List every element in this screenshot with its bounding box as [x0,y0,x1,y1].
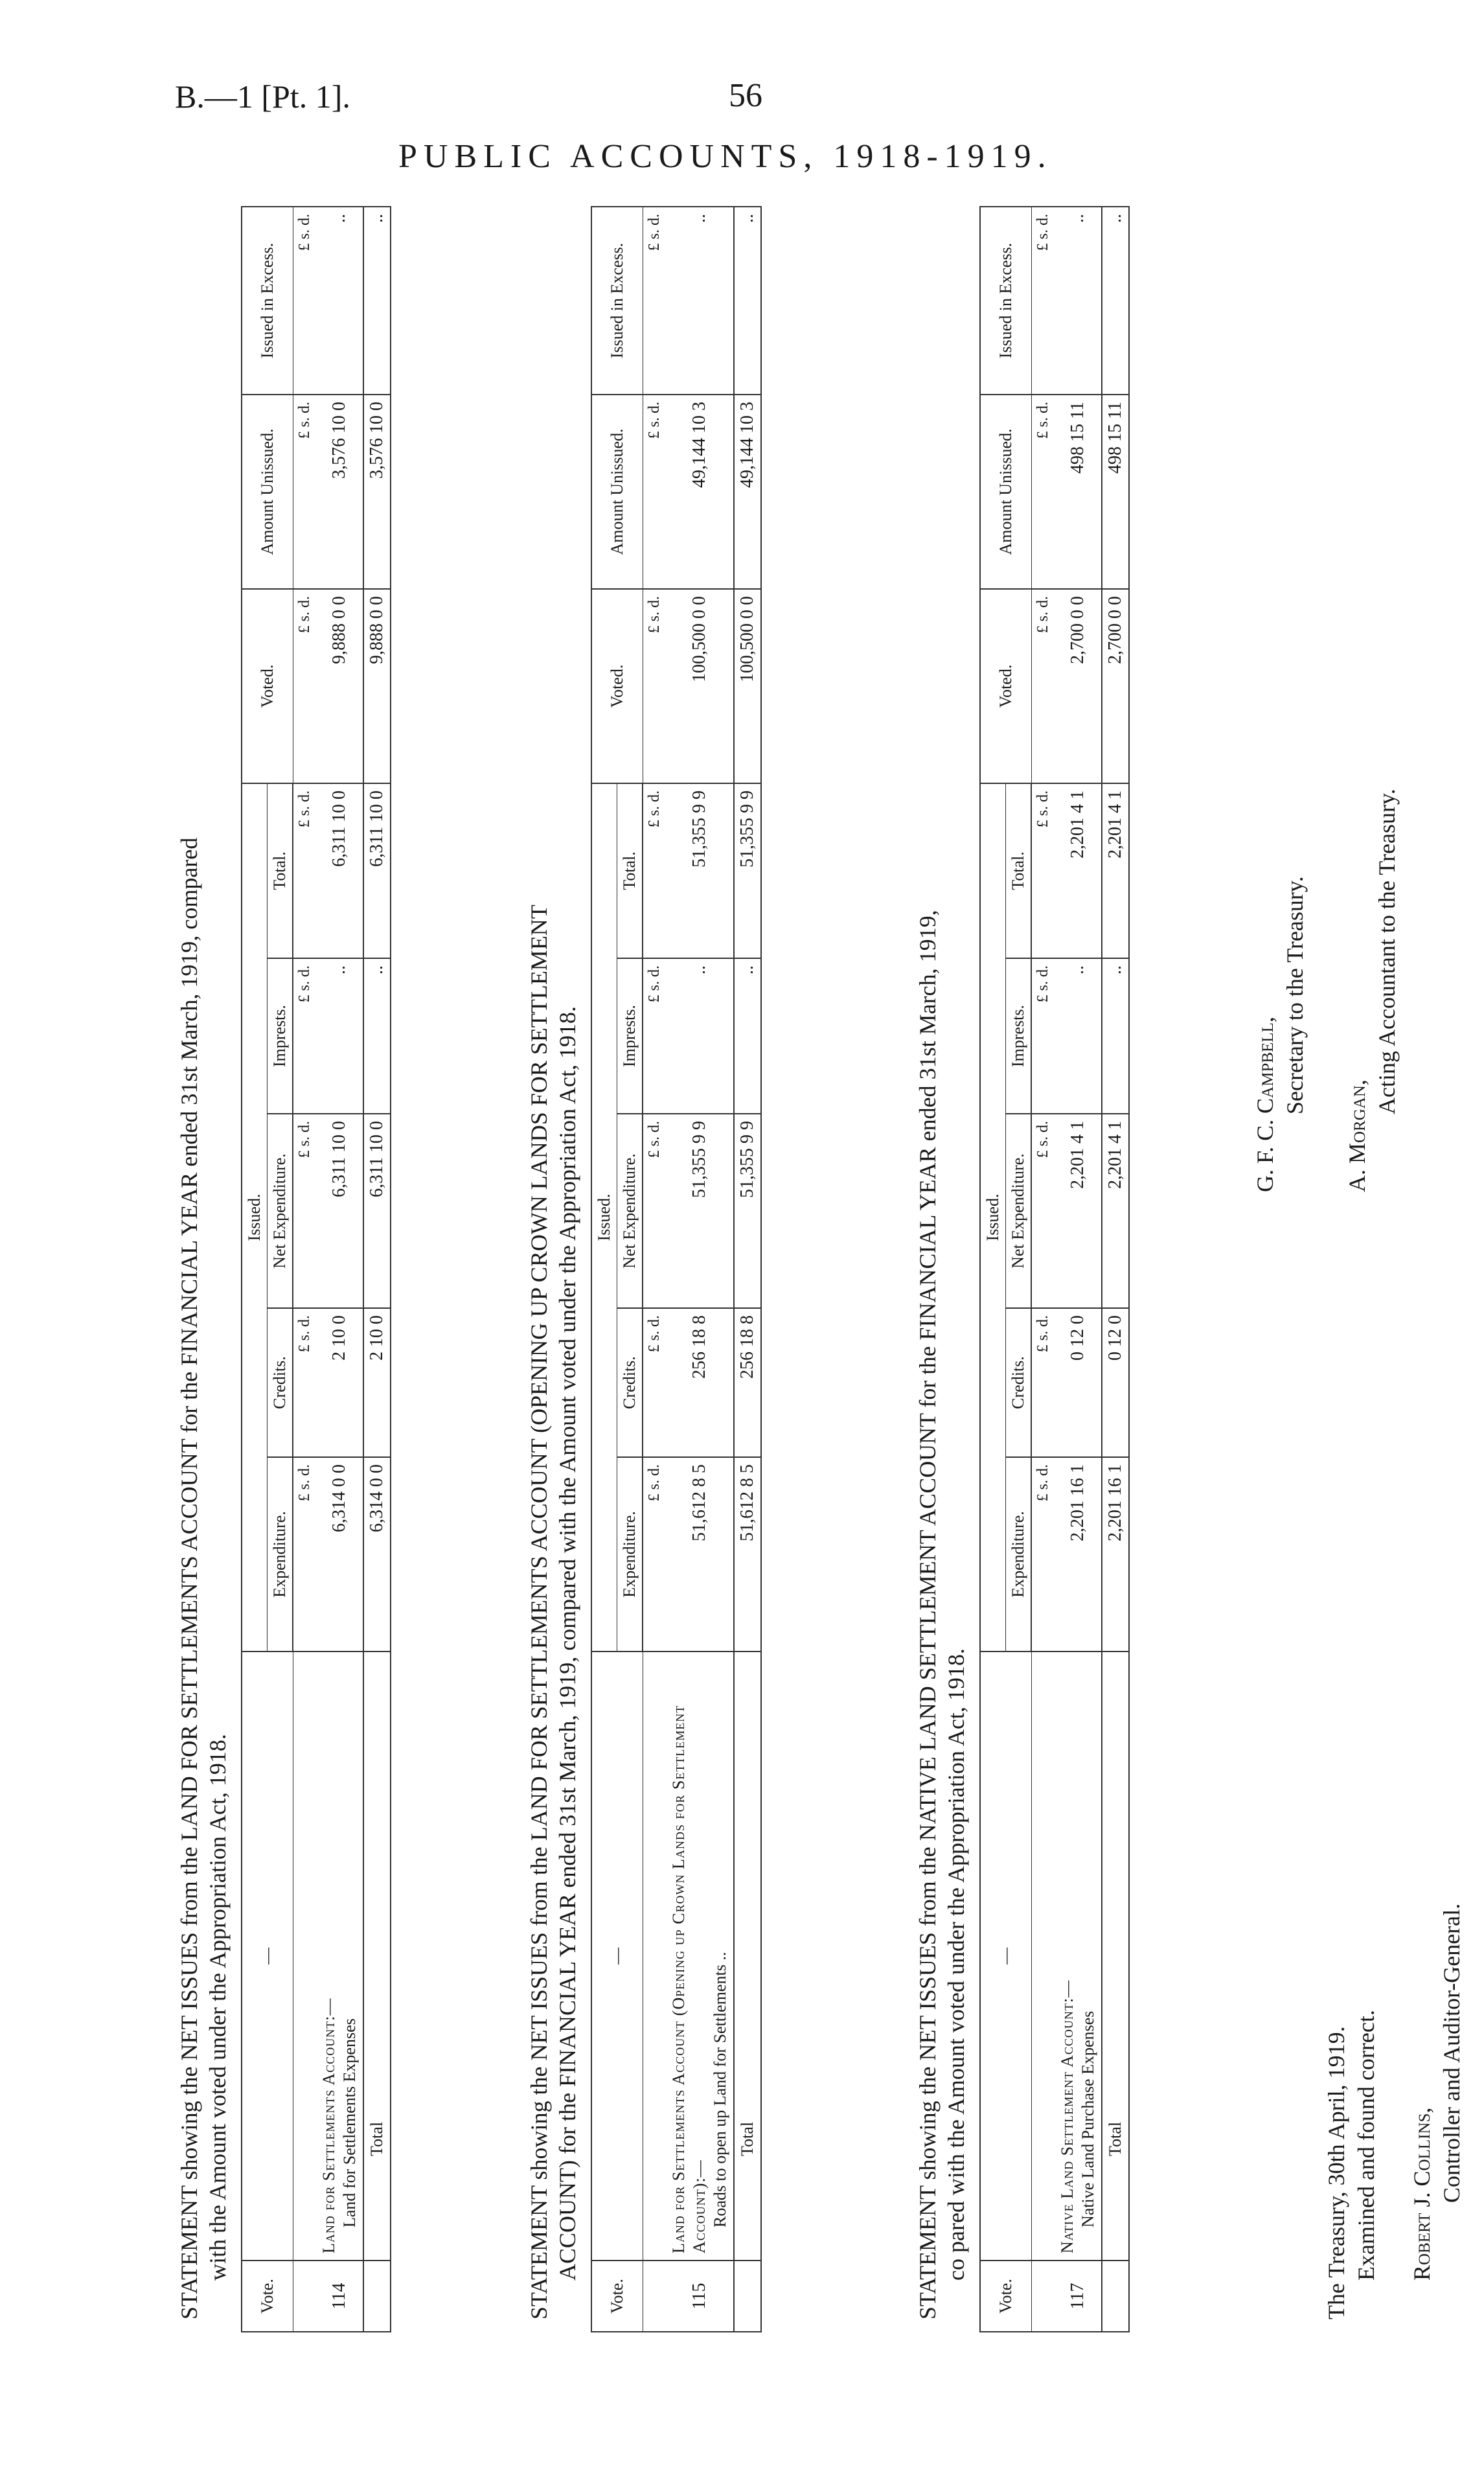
total-cell: 6,311 10 0 [316,783,363,958]
expenditure-cell: 2,201 16 1 [1055,1457,1102,1652]
total-total: 2,201 4 1 [1102,783,1129,958]
expenditure-total: 51,612 8 5 [734,1457,761,1652]
units-label: £ s. d. [643,1114,666,1308]
expenditure-header: Expenditure. [1006,1457,1032,1652]
units-label: £ s. d. [293,783,316,958]
account-item: Land for Settlements Expenses [340,2018,359,2227]
footer-right [1250,194,1402,1231]
issued-in-excess-cell: .. [666,207,734,395]
vote-number: 115 [666,2261,734,2332]
examined-note: Examined and found correct. [1353,2010,1379,2281]
units-label: £ s. d. [643,207,666,395]
units-label: £ s. d. [1031,1457,1055,1652]
units-row [643,207,666,2332]
issued-in-excess-total: .. [1102,207,1129,395]
description-header: — [242,1652,293,2261]
table-row [666,207,734,2332]
total-label: Total [1102,1652,1129,2261]
secretary-name: G. F. C. Campbell, [1252,1017,1278,1192]
units-row [1031,207,1055,2332]
total-label: Total [363,1652,391,2261]
vote-number: 114 [316,2261,363,2332]
statement-subtitle: co pared with the Amount voted under the Appropriation Act, 1918. [943,1648,969,2281]
description-header: — [591,1652,643,2261]
account-item: Native Land Purchase Expenses [1079,2010,1097,2227]
table-row [1055,207,1102,2332]
account-item: Roads to open up Land for Settlements .. [711,1951,729,2227]
vote-number: 117 [1055,2261,1102,2332]
units-label: £ s. d. [1031,207,1055,395]
units-label: £ s. d. [643,958,666,1114]
credits-header: Credits. [617,1308,643,1457]
credits-cell: 2 10 0 [316,1308,363,1457]
vote-header: Vote. [591,2261,643,2332]
issued-header: Issued. [591,783,617,1652]
page-header [0,0,1484,194]
issued-in-excess-header: Issued in Excess. [242,207,293,395]
units-label: £ s. d. [293,589,316,783]
credits-total: 0 12 0 [1102,1308,1129,1457]
net-expenditure-total: 6,311 10 0 [363,1114,391,1308]
amount-unissued-cell: 3,576 10 0 [316,395,363,589]
net-expenditure-total: 51,355 9 9 [734,1114,761,1308]
units-label: £ s. d. [643,589,666,783]
imprests-cell: .. [666,958,734,1114]
total-row [734,207,761,2332]
accountant-title: Acting Accountant to the Treasury. [1374,788,1400,1114]
statement-title-line: STATEMENT showing the NET ISSUES from the LAND FOR SETTLEMENTS ACCOUNT (OPENING UP CROWN LANDS FOR SETTLEMENT [526,904,552,2319]
statement-table [241,206,391,2332]
amount-unissued-cell: 498 15 11 [1055,395,1102,589]
amount-unissued-cell: 49,144 10 3 [666,395,734,589]
voted-total: 2,700 0 0 [1102,589,1129,783]
issued-header: Issued. [980,783,1006,1652]
secretary-title: Secretary to the Treasury. [1282,876,1308,1114]
units-label: £ s. d. [643,395,666,589]
statement-subtitle: ACCOUNT) for the FINANCIAL YEAR ended 31st March, 1919, compared with the Amount voted under the Appropriation Act, 1918. [554,1006,580,2281]
issued-header: Issued. [242,783,268,1652]
voted-total: 100,500 0 0 [734,589,761,783]
auditor-name: Robert J. Collins, [1409,2107,1435,2281]
units-label: £ s. d. [293,395,316,589]
total-total: 6,311 10 0 [363,783,391,958]
description-header: — [980,1652,1031,2261]
imprests-total: .. [1102,958,1129,1114]
vote-description [1055,1652,1102,2261]
statement-2 [525,194,762,2332]
issued-in-excess-total: .. [734,207,761,395]
net-expenditure-header: Net Expenditure. [1006,1114,1032,1308]
units-label: £ s. d. [1031,1114,1055,1308]
auditor-title: Controller and Auditor-General. [1439,1903,1465,2203]
issued-in-excess-cell: .. [1055,207,1102,395]
imprests-total: .. [363,958,391,1114]
accountant-name: A. Morgan, [1344,1079,1370,1192]
net-expenditure-cell: 51,355 9 9 [666,1114,734,1308]
amount-unissued-header: Amount Unissued. [591,395,643,589]
statement-title [175,194,232,2332]
imprests-header: Imprests. [617,958,643,1114]
units-label: £ s. d. [1031,1308,1055,1457]
document-reference: B.—1 [Pt. 1]. [175,78,350,115]
total-row [1102,207,1129,2332]
units-label: £ s. d. [293,958,316,1114]
page-title: PUBLIC ACCOUNTS, 1918-1919. [398,138,1053,175]
voted-cell: 9,888 0 0 [316,589,363,783]
page-number: 56 [729,77,762,114]
net-expenditure-header: Net Expenditure. [617,1114,643,1308]
table-row [316,207,363,2332]
expenditure-cell: 6,314 0 0 [316,1457,363,1652]
issued-in-excess-header: Issued in Excess. [591,207,643,395]
units-label: £ s. d. [1031,783,1055,958]
treasury-date: The Treasury, 30th April, 1919. [1323,2026,1349,2319]
credits-cell: 0 12 0 [1055,1308,1102,1457]
account-head: Land for Settlements Account:— [319,1997,338,2253]
units-label: £ s. d. [643,1457,666,1652]
units-label: £ s. d. [293,1308,316,1457]
voted-header: Voted. [591,589,643,783]
total-row [363,207,391,2332]
account-head: Land for Settlements Account (Opening up Crown Lands for Settlement Account):— [669,1705,709,2253]
amount-unissued-total: 498 15 11 [1102,395,1129,589]
statement-subtitle: with the Amount voted under the Appropriation Act, 1918. [205,1734,231,2281]
total-cell: 2,201 4 1 [1055,783,1102,958]
statement-1 [175,194,391,2332]
rotated-statements [162,194,1465,2332]
credits-header: Credits. [1006,1308,1032,1457]
vote-header: Vote. [242,2261,293,2332]
credits-total: 2 10 0 [363,1308,391,1457]
imprests-total: .. [734,958,761,1114]
units-label: £ s. d. [293,207,316,395]
statement-table [591,206,762,2332]
statement-title [525,194,582,2332]
credits-header: Credits. [268,1308,293,1457]
units-label: £ s. d. [1031,958,1055,1114]
statement-title-line: STATEMENT showing the NET ISSUES from the NATIVE LAND SETTLEMENT ACCOUNT for the FINANCIAL YEAR ended 31st March, 1919, [915,910,941,2319]
amount-unissued-total: 3,576 10 0 [363,395,391,589]
units-label: £ s. d. [1031,395,1055,589]
total-header: Total. [268,783,293,958]
statement-title [913,194,970,2332]
imprests-cell: .. [1055,958,1102,1114]
total-total: 51,355 9 9 [734,783,761,958]
imprests-header: Imprests. [1006,958,1032,1114]
expenditure-header: Expenditure. [617,1457,643,1652]
total-cell: 51,355 9 9 [666,783,734,958]
expenditure-cell: 51,612 8 5 [666,1457,734,1652]
voted-cell: 100,500 0 0 [666,589,734,783]
voted-total: 9,888 0 0 [363,589,391,783]
credits-total: 256 18 8 [734,1308,761,1457]
vote-description [666,1652,734,2261]
units-label: £ s. d. [1031,589,1055,783]
issued-in-excess-total: .. [363,207,391,395]
voted-cell: 2,700 0 0 [1055,589,1102,783]
net-expenditure-total: 2,201 4 1 [1102,1114,1129,1308]
total-header: Total. [1006,783,1032,958]
credits-cell: 256 18 8 [666,1308,734,1457]
units-label: £ s. d. [293,1114,316,1308]
expenditure-header: Expenditure. [268,1457,293,1652]
net-expenditure-cell: 6,311 10 0 [316,1114,363,1308]
total-header: Total. [617,783,643,958]
units-row [293,207,316,2332]
footer-left [1321,1283,1467,2319]
statement-3 [913,194,1130,2332]
total-label: Total [734,1652,761,2261]
net-expenditure-cell: 2,201 4 1 [1055,1114,1102,1308]
expenditure-total: 6,314 0 0 [363,1457,391,1652]
voted-header: Voted. [980,589,1031,783]
units-label: £ s. d. [293,1457,316,1652]
voted-header: Voted. [242,589,293,783]
amount-unissued-header: Amount Unissued. [242,395,293,589]
issued-in-excess-cell: .. [316,207,363,395]
units-label: £ s. d. [643,783,666,958]
expenditure-total: 2,201 16 1 [1102,1457,1129,1652]
imprests-cell: .. [316,958,363,1114]
imprests-header: Imprests. [268,958,293,1114]
issued-in-excess-header: Issued in Excess. [980,207,1031,395]
units-label: £ s. d. [643,1308,666,1457]
statement-table [979,206,1130,2332]
amount-unissued-header: Amount Unissued. [980,395,1031,589]
vote-description [316,1652,363,2261]
account-head: Native Land Settlement Account:— [1058,1979,1077,2253]
vote-header: Vote. [980,2261,1031,2332]
statement-title-line: STATEMENT showing the NET ISSUES from the LAND FOR SETTLEMENTS ACCOUNT for the FINANCIAL YEAR ended 31st March, 1919, compared [176,837,202,2319]
amount-unissued-total: 49,144 10 3 [734,395,761,589]
net-expenditure-header: Net Expenditure. [268,1114,293,1308]
